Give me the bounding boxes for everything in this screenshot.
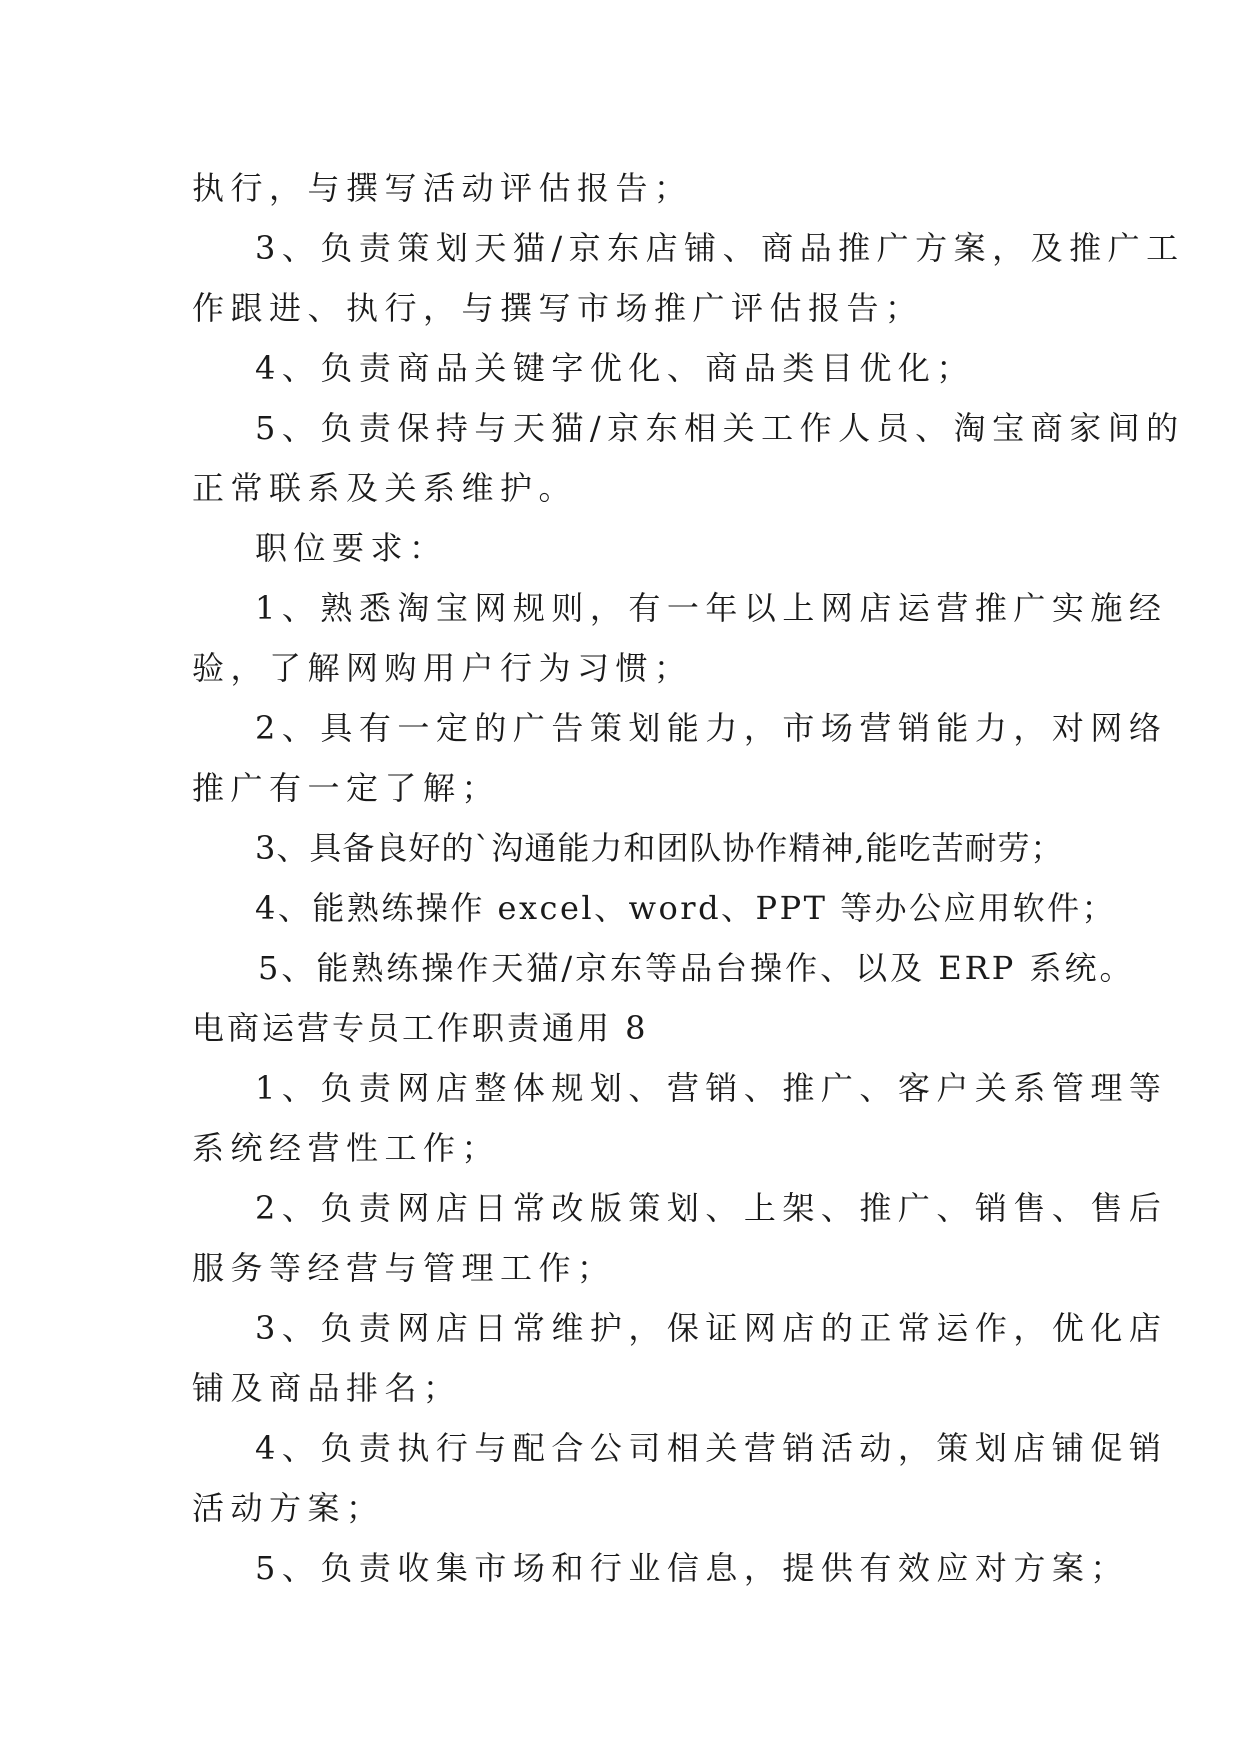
text-line: 验，了解网购用户行为习惯； [192, 649, 693, 687]
text-line: 5、能熟练操作天猫/京东等品台操作、以及 ERP 系统。 [258, 949, 1135, 987]
text-line: 5、负责保持与天猫/京东相关工作人员、淘宝商家间的 [255, 409, 1185, 447]
text-line: 3、具备良好的`沟通能力和团队协作精神,能吃苦耐劳； [255, 829, 1064, 867]
text-line: 5、负责收集市场和行业信息，提供有效应对方案； [255, 1549, 1129, 1587]
text-line: 活动方案； [192, 1489, 385, 1527]
text-line: 执行，与撰写活动评估报告； [192, 169, 693, 207]
text-line: 2、具有一定的广告策划能力，市场营销能力，对网络 [255, 709, 1168, 747]
section-heading: 职位要求： [255, 529, 448, 567]
text-line: 正常联系及关系维护。 [192, 469, 578, 507]
text-line: 1、熟悉淘宝网规则，有一年以上网店运营推广实施经 [255, 589, 1168, 627]
text-line: 3、负责策划天猫/京东店铺、商品推广方案，及推广工 [255, 229, 1185, 267]
text-line: 系统经营性工作； [192, 1129, 501, 1167]
section-title: 电商运营专员工作职责通用 8 [192, 1009, 649, 1047]
text-line: 推广有一定了解； [192, 769, 501, 807]
text-line: 铺及商品排名； [192, 1369, 462, 1407]
text-line: 2、负责网店日常改版策划、上架、推广、销售、售后 [255, 1189, 1168, 1227]
text-line: 服务等经营与管理工作； [192, 1249, 616, 1287]
text-line: 作跟进、执行，与撰写市场推广评估报告； [192, 289, 924, 327]
text-line: 1、负责网店整体规划、营销、推广、客户关系管理等 [255, 1069, 1168, 1107]
text-line: 4、能熟练操作 excel、word、PPT 等办公应用软件； [255, 889, 1117, 927]
text-line: 3、负责网店日常维护，保证网店的正常运作，优化店 [255, 1309, 1168, 1347]
text-line: 4、负责商品关键字优化、商品类目优化； [255, 349, 975, 387]
text-line: 4、负责执行与配合公司相关营销活动，策划店铺促销 [255, 1429, 1168, 1467]
